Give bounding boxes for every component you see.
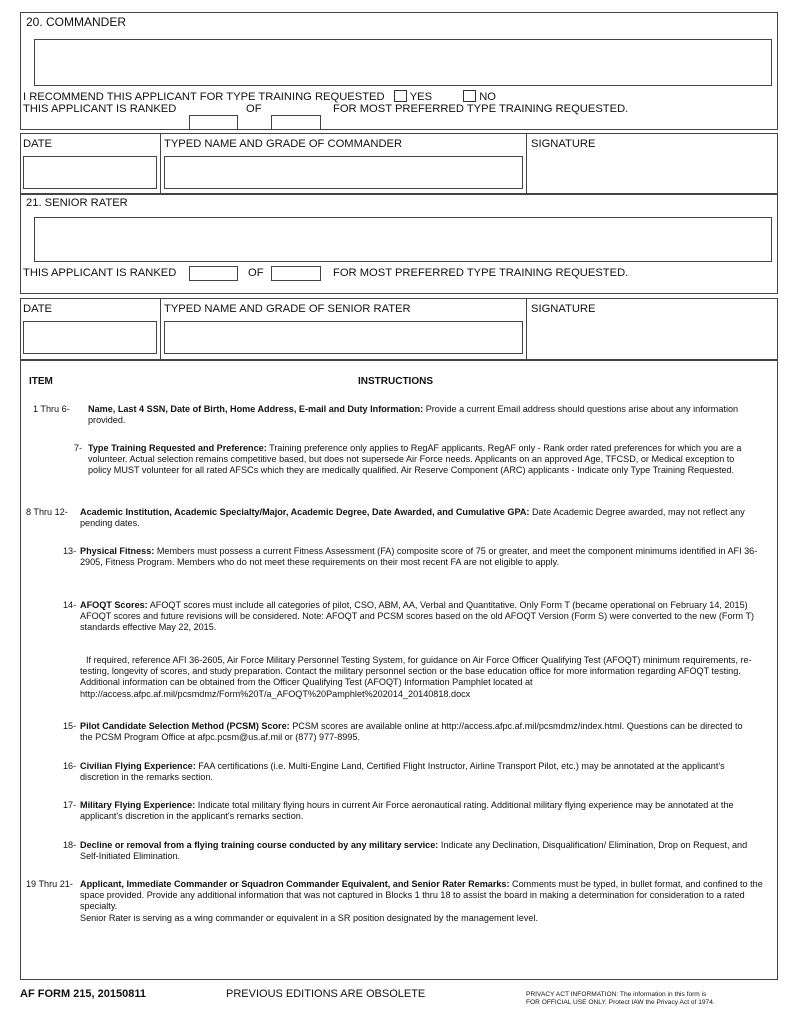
senior-rater-of-text: OF	[248, 267, 264, 279]
commander-title: 20. COMMANDER	[26, 15, 127, 29]
senior-rater-ranked-text: THIS APPLICANT IS RANKED	[23, 267, 177, 279]
senior-rater-title: 21. SENIOR RATER	[26, 197, 128, 209]
item-text	[80, 800, 768, 822]
commander-signature-label: SIGNATURE	[531, 138, 596, 150]
commander-name-field[interactable]	[164, 156, 523, 189]
item-text	[80, 879, 770, 924]
item-text	[80, 600, 765, 634]
item-body: Training preference only applies to RegAF applicants. RegAF only - Rank order rated preferences for which you are a volunteer. Actual selection remains competitive based, but does not supersede Air Force needs. Applicants on an approved Age, TFCSD, or Medical exception to policy MUST volunteer for all rated AFSCs which they are medically qualified. Air Reserve Component (ARC) applicants - Indicate only Type Training Requested.	[88, 443, 742, 476]
item-number: 14-	[63, 600, 77, 610]
privacy-line-1: PRIVACY ACT INFORMATION: The information in this form is	[526, 991, 707, 998]
item-text	[88, 443, 753, 477]
senior-rater-preferred-text: FOR MOST PREFERRED TYPE TRAINING REQUESTED.	[333, 267, 629, 279]
no-checkbox[interactable]	[463, 90, 476, 102]
item-number: 13-	[63, 546, 77, 556]
item-body-extra: Senior Rater is serving as a wing commander or equivalent in a SR position designated by the management level.	[80, 912, 538, 923]
no-label: NO	[479, 91, 496, 103]
item-heading: Physical Fitness:	[80, 546, 155, 556]
senior-rater-name-field[interactable]	[164, 321, 523, 354]
item-body: Date Academic Degree awarded, may not reflect any pending dates.	[80, 507, 745, 529]
item-body: AFOQT scores must include all categories of pilot, CSO, ABM, AA, Verbal and Quantitative. Only Form T (became operational on February 14, 2015) AFOQT scores and future revisions will be considered. Note: AFOQT and PCSM scores based on the old AFOQT Version (Form S) were converted to the new (Form T) standards effective May 22, 2015.	[80, 600, 755, 633]
item-number: 8 Thru 12-	[26, 507, 68, 517]
yes-checkbox[interactable]	[394, 90, 407, 102]
item-text	[88, 404, 764, 426]
commander-name-label: TYPED NAME AND GRADE OF COMMANDER	[164, 138, 403, 150]
commander-divider-1	[160, 133, 161, 194]
senior-rater-divider-2	[526, 298, 527, 360]
item-heading: Type Training Requested and Preference:	[88, 443, 267, 453]
item-heading: Pilot Candidate Selection Method (PCSM) Score:	[80, 721, 290, 731]
item-number: 7-	[74, 443, 83, 453]
item-body: Indicate total military flying hours in current Air Force aeronautical rating. Additional military flying experience may be annotated at the applicant's discretion in the applicant's remarks section.	[80, 800, 734, 822]
item-body: Comments must be typed, in bullet format, and confined to the space provided. Provide any additional information that was not captured in Blocks 1 thru 18 to assist the board in making a determination for consideration to a rated specialty.	[80, 879, 763, 912]
item-text	[80, 761, 750, 783]
instructions-title: INSTRUCTIONS	[358, 376, 433, 387]
previous-editions: PREVIOUS EDITIONS ARE OBSOLETE	[226, 988, 426, 1000]
item-number: 19 Thru 21-	[26, 879, 73, 889]
senior-rater-date-label: DATE	[23, 303, 53, 315]
item-heading: Military Flying Experience:	[80, 800, 196, 810]
recommend-line	[23, 90, 496, 103]
commander-date-label: DATE	[23, 138, 53, 150]
item-body: PCSM scores are available online at http://access.afpc.af.mil/pcsmdmz/index.html. Questions can be directed to the PCSM Program Office at afpc.pcsm@us.af.mil or (877) 977-8995.	[80, 721, 743, 743]
senior-rater-name-label: TYPED NAME AND GRADE OF SENIOR RATER	[164, 303, 411, 315]
item-text	[80, 721, 750, 743]
senior-rater-divider-1	[160, 298, 161, 360]
commander-date-field[interactable]	[23, 156, 157, 189]
item-body: Indicate any Declination, Disqualification/ Elimination, Drop on Request, and Self-Initiated Elimination.	[80, 840, 748, 862]
senior-rater-signature-label: SIGNATURE	[531, 303, 596, 315]
item-number: 18-	[63, 840, 77, 850]
item-body: FAA certifications (i.e. Multi-Engine Land, Certified Flight Instructor, Airline Transport Pilot, etc.) may be annotated at the applicant's discretion in the remarks section.	[80, 761, 725, 783]
senior-rater-remarks-field[interactable]	[34, 217, 772, 262]
senior-rater-of-field[interactable]	[271, 266, 321, 281]
yes-label: YES	[409, 91, 433, 103]
senior-rater-date-field[interactable]	[23, 321, 157, 354]
privacy-line-2: FOR OFFICIAL USE ONLY. Protect IAW the Privacy Act of 1974.	[526, 999, 715, 1006]
item-number: 16-	[63, 761, 77, 771]
item-heading: AFOQT Scores:	[80, 600, 148, 610]
item-number: 15-	[63, 721, 77, 731]
item-number: 17-	[63, 800, 77, 810]
item-number: 1 Thru 6-	[33, 404, 70, 414]
item-text	[80, 546, 765, 568]
item-heading: Name, Last 4 SSN, Date of Birth, Home Address, E-mail and Duty Information:	[88, 404, 424, 414]
form-id: AF FORM 215, 20150811	[20, 988, 146, 1000]
item-heading: Civilian Flying Experience:	[80, 761, 196, 771]
item-text	[80, 507, 760, 529]
commander-ranked-text: THIS APPLICANT IS RANKED	[23, 103, 177, 115]
item-body: If required, reference AFI 36-2605, Air Force Military Personnel Testing System, for guidance on Air Force Officer Qualifying Test (AFOQT) minimum requirements, re-testing, longevity of scores, and study preparation. Contact the military personnel section or the base education office for more information regarding AFOQT testing. Additional information can be obtained from the Officer Qualifying Test (AFOQT) Information Pamphlet located at http://access.afpc.af.mil/pcsmdmz/Form%20T/a_AFOQT%20Pamphlet%202014_20140818.docx	[80, 655, 752, 699]
item-heading: Applicant, Immediate Commander or Squadron Commander Equivalent, and Senior Rater Remarks:	[80, 879, 510, 889]
item-text	[80, 840, 750, 862]
recommend-text: I RECOMMEND THIS APPLICANT FOR TYPE TRAINING REQUESTED	[23, 91, 385, 103]
senior-rater-rank-field[interactable]	[189, 266, 238, 281]
commander-of-field[interactable]	[271, 115, 321, 130]
item-text	[80, 655, 770, 700]
commander-divider-2	[526, 133, 527, 194]
commander-preferred-text: FOR MOST PREFERRED TYPE TRAINING REQUESTED.	[333, 103, 629, 115]
commander-remarks-field[interactable]	[34, 39, 772, 86]
instructions-item-header: ITEM	[29, 376, 53, 387]
item-body: Members must possess a current Fitness Assessment (FA) composite score of 75 or greater, and meet the component minimums identified in AFI 36-2905, Fitness Program. Members who do not meet these requirements on their most recent FA are not eligible to apply.	[80, 546, 758, 568]
commander-rank-field[interactable]	[189, 115, 238, 130]
commander-of-text: OF	[246, 103, 262, 115]
item-heading: Academic Institution, Academic Specialty/Major, Academic Degree, Date Awarded, and Cumulative GPA:	[80, 507, 530, 517]
item-body: Provide a current Email address should questions arise about any information provided.	[88, 404, 739, 426]
item-heading: Decline or removal from a flying training course conducted by any military service:	[80, 840, 439, 850]
